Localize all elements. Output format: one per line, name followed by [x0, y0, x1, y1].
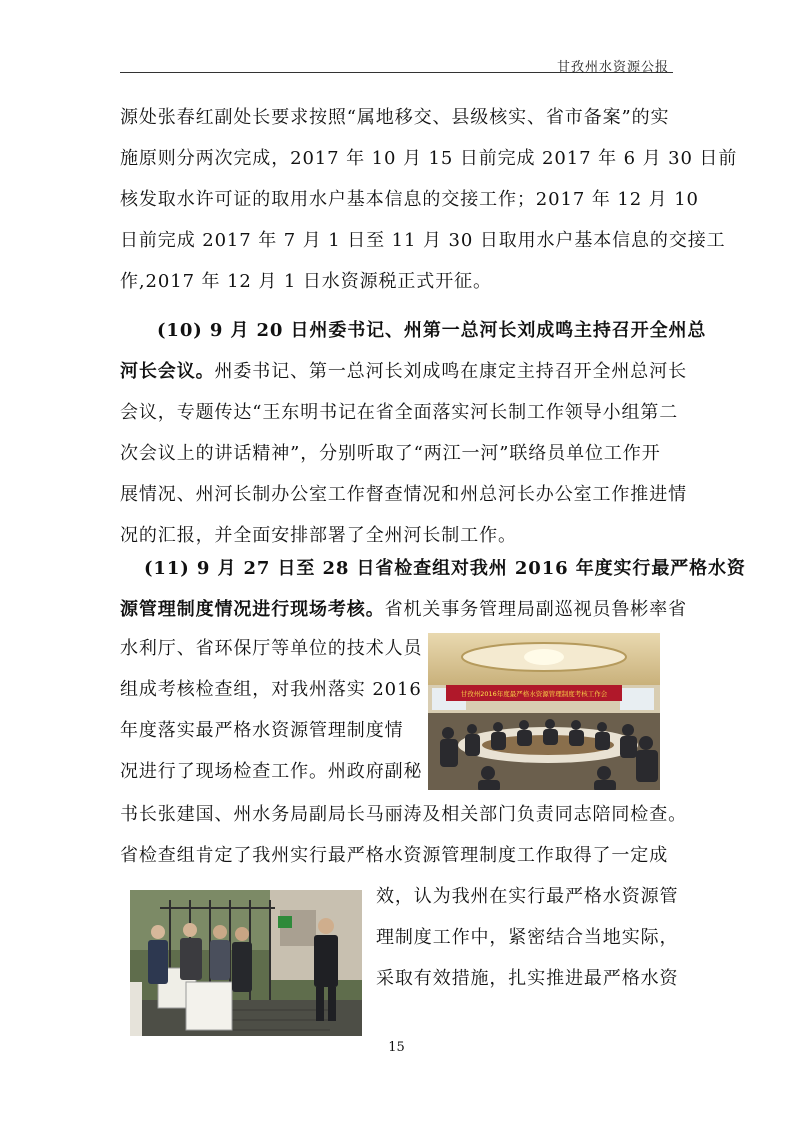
item-10-heading-end: 河长会议。 [120, 361, 215, 382]
item-11-line [120, 592, 687, 628]
item-10-text: 州委书记、第一总河长刘成鸣在康定主持召开全州总河长 [214, 361, 687, 382]
paragraph-line: 展情况、州河长制办公室工作督查情况和州总河长办公室工作推进情 [120, 484, 687, 505]
meeting-photo [428, 633, 660, 790]
item-10-heading: (10) 9 月 20 日州委书记、州第一总河长刘成鸣主持召开全州总 [157, 320, 707, 341]
paragraph-line: 会议，专题传达“王东明书记在省全面落实河长制工作领导小组第二 [120, 402, 679, 423]
paragraph-line: 书长张建国、州水务局副局长马丽涛及相关部门负责同志陪同检查。 [120, 804, 687, 825]
inspection-photo-image [130, 890, 362, 1036]
paragraph-line: 采取有效措施，扎实推进最严格水资 [376, 968, 679, 989]
paragraph-line: 水利厅、省环保厅等单位的技术人员 [120, 638, 423, 659]
paragraph-line: 施原则分两次完成，2017 年 10 月 15 日前完成 2017 年 6 月 30 日前 [120, 148, 738, 169]
paragraph-line: 日前完成 2017 年 7 月 1 日至 11 月 30 日取用水户基本信息的交接工 [120, 230, 726, 251]
paragraph-line: 况进行了现场检查工作。州政府副秘 [120, 761, 423, 782]
paragraph-line: 作,2017 年 12 月 1 日水资源税正式开征。 [120, 271, 492, 292]
paragraph-line: 省检查组肯定了我州实行最严格水资源管理制度工作取得了一定成 [120, 845, 669, 866]
item-10-line [120, 354, 687, 390]
paragraph-line: 理制度工作中，紧密结合当地实际， [376, 927, 679, 948]
paragraph-line: 次会议上的讲话精神”，分别听取了“两江一河”联络员单位工作开 [120, 443, 661, 464]
paragraph-line: 效，认为我州在实行最严格水资源管 [376, 886, 679, 907]
paragraph-line: 核发取水许可证的取用水户基本信息的交接工作；2017 年 12 月 10 [120, 189, 699, 210]
meeting-banner-text: 甘孜州2016年度最严格水资源管理制度考核工作会 [460, 690, 608, 698]
meeting-photo-image [428, 633, 660, 790]
paragraph-line: 源处张春红副处长要求按照“属地移交、县级核实、省市备案”的实 [120, 107, 670, 128]
paragraph-line: 年度落实最严格水资源管理制度情 [120, 720, 404, 741]
running-header-title: 甘孜州水资源公报 [556, 60, 669, 75]
item-11-heading: (11) 9 月 27 日至 28 日省检查组对我州 2016 年度实行最严格水资 [144, 558, 746, 579]
item-11-text: 省机关事务管理局副巡视员鲁彬率省 [384, 599, 688, 620]
item-11-heading-end: 源管理制度情况进行现场考核。 [120, 599, 385, 620]
inspection-photo [130, 890, 362, 1036]
paragraph-line: 组成考核检查组，对我州落实 2016 [120, 679, 422, 700]
page-number: 15 [388, 1040, 405, 1055]
header-rule [120, 72, 673, 73]
paragraph-line: 况的汇报，并全面安排部署了全州河长制工作。 [120, 525, 517, 546]
